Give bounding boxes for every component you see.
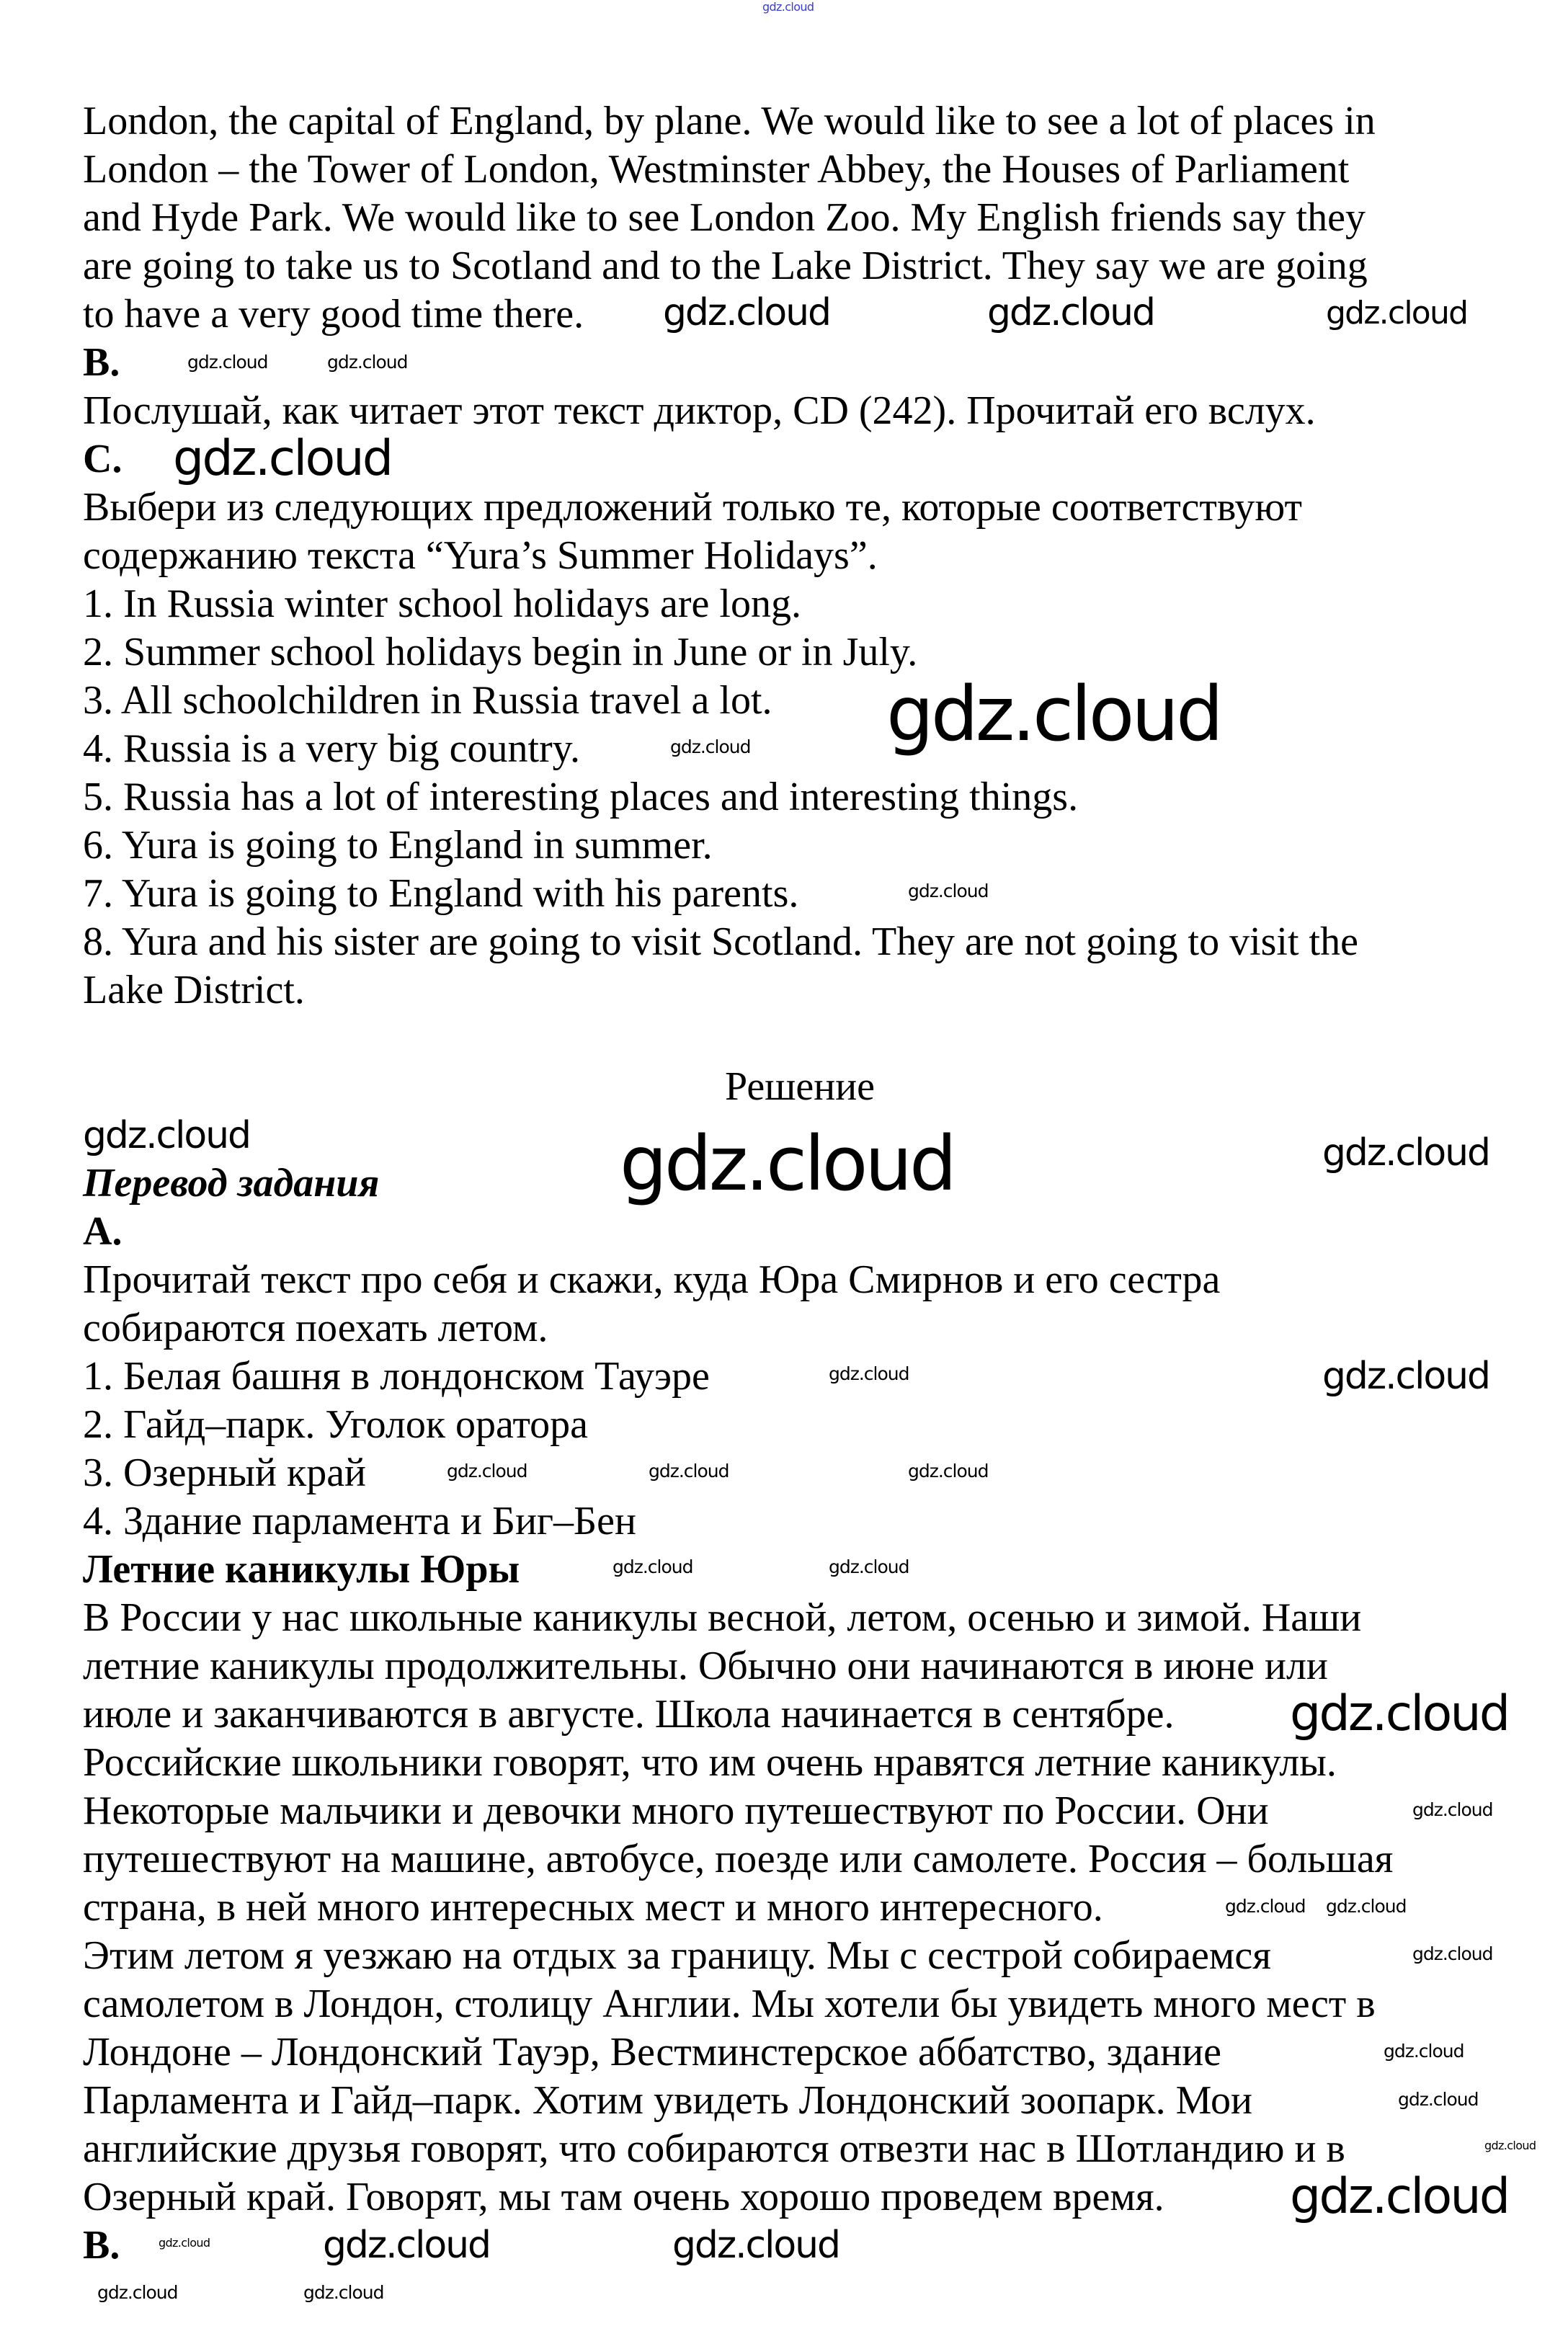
list-item: 5. Russia has a lot of interesting places and interesting things. xyxy=(83,775,1079,819)
section-c-label: C. xyxy=(83,437,122,481)
watermark: gdz.cloud xyxy=(1290,1685,1509,1742)
section-b-text: Послушай, как читает этот текст диктор, CD (242). Прочитай его вслух. xyxy=(83,388,1316,433)
watermark: gdz.cloud xyxy=(323,2224,490,2267)
text-line: to have a very good time there. xyxy=(83,292,584,337)
watermark: gdz.cloud xyxy=(97,2282,178,2303)
watermark: gdz.cloud xyxy=(762,0,814,14)
watermark: gdz.cloud xyxy=(83,1114,250,1157)
watermark: gdz.cloud xyxy=(620,1120,954,1208)
list-item: 4. Здание парламента и Биг–Бен xyxy=(83,1499,637,1543)
translation-heading: Перевод задания xyxy=(83,1161,380,1206)
story-line: Некоторые мальчики и девочки много путешествуют по России. Они xyxy=(83,1788,1269,1833)
story-line: летние каникулы продолжительны. Обычно они начинаются в июне или xyxy=(83,1644,1328,1688)
watermark: gdz.cloud xyxy=(663,291,830,334)
story-line: Этим летом я уезжаю на отдых за границу. Мы с сестрой собираемся xyxy=(83,1933,1271,1978)
watermark: gdz.cloud xyxy=(187,352,268,373)
list-item: 3. Озерный край xyxy=(83,1450,367,1495)
story-line: путешествуют на машине, автобусе, поезде или самолете. Россия – большая xyxy=(83,1837,1394,1881)
watermark: gdz.cloud xyxy=(1322,1355,1489,1398)
watermark: gdz.cloud xyxy=(1322,1131,1489,1175)
section-c-instruction: Выбери из следующих предложений только те, которые соответствуют xyxy=(83,485,1302,530)
watermark: gdz.cloud xyxy=(173,430,392,487)
story-title: Летние каникулы Юры xyxy=(83,1547,520,1592)
story-line: Парламента и Гайд–парк. Хотим увидеть Лондонский зоопарк. Мои xyxy=(83,2078,1252,2123)
watermark: gdz.cloud xyxy=(1326,295,1468,331)
watermark: gdz.cloud xyxy=(829,1363,909,1384)
solution-title: Решение xyxy=(724,1064,876,1109)
watermark: gdz.cloud xyxy=(908,1461,989,1481)
watermark: gdz.cloud xyxy=(1384,2041,1464,2062)
text-line: and Hyde Park. We would like to see London Zoo. My English friends say they xyxy=(83,195,1366,240)
watermark: gdz.cloud xyxy=(303,2282,384,2303)
section-a-instruction: собираются поехать летом. xyxy=(83,1306,548,1350)
watermark: gdz.cloud xyxy=(159,2236,210,2250)
watermark: gdz.cloud xyxy=(987,291,1154,334)
watermark: gdz.cloud xyxy=(612,1556,693,1577)
watermark: gdz.cloud xyxy=(829,1556,909,1577)
section-c-instruction: содержанию текста “Yura’s Summer Holidays”. xyxy=(83,533,878,578)
list-item: 1. In Russia winter school holidays are long. xyxy=(83,581,801,626)
section-a-label: A. xyxy=(83,1209,122,1254)
watermark: gdz.cloud xyxy=(1412,1943,1493,1964)
text-line: are going to take us to Scotland and to the Lake District. They say we are going xyxy=(83,244,1368,288)
watermark: gdz.cloud xyxy=(1290,2168,1509,2225)
story-line: Лондоне – Лондонский Тауэр, Вестминстерское аббатство, здание xyxy=(83,2030,1222,2075)
list-item: 2. Summer school holidays begin in June or in July. xyxy=(83,630,918,674)
blank-line xyxy=(83,1015,90,1063)
text-line: London – the Tower of London, Westminster Abbey, the Houses of Parliament xyxy=(83,147,1350,192)
list-item: 3. All schoolchildren in Russia travel a lot. xyxy=(83,678,772,723)
watermark: gdz.cloud xyxy=(886,670,1221,758)
story-line: Озерный край. Говорят, мы там очень хорошо проведем время. xyxy=(83,2175,1164,2219)
watermark: gdz.cloud xyxy=(327,352,408,373)
watermark: gdz.cloud xyxy=(1326,1896,1407,1917)
section-b-label: B. xyxy=(83,340,120,385)
watermark: gdz.cloud xyxy=(1484,2139,1536,2152)
watermark: gdz.cloud xyxy=(447,1461,527,1481)
section-b-label-solution: B. xyxy=(83,2223,120,2268)
story-line: самолетом в Лондон, столицу Англии. Мы хотели бы увидеть много мест в xyxy=(83,1982,1376,2026)
text-line: London, the capital of England, by plane. We would like to see a lot of places in xyxy=(83,99,1376,143)
watermark: gdz.cloud xyxy=(908,881,989,901)
watermark: gdz.cloud xyxy=(1225,1896,1306,1917)
list-item: Lake District. xyxy=(83,968,305,1012)
list-item: 6. Yura is going to England in summer. xyxy=(83,823,713,868)
story-line: В России у нас школьные каникулы весной, летом, осенью и зимой. Наши xyxy=(83,1595,1362,1640)
watermark: gdz.cloud xyxy=(1412,1799,1493,1820)
list-item: 2. Гайд–парк. Уголок оратора xyxy=(83,1402,589,1447)
list-item: 8. Yura and his sister are going to visit Scotland. They are not going to visit the xyxy=(83,919,1358,964)
section-a-instruction: Прочитай текст про себя и скажи, куда Юра Смирнов и его сестра xyxy=(83,1257,1221,1302)
story-line: страна, в ней много интересных мест и много интересного. xyxy=(83,1885,1103,1930)
watermark: gdz.cloud xyxy=(672,2224,839,2267)
story-line: июле и заканчиваются в августе. Школа начинается в сентябре. xyxy=(83,1692,1175,1737)
list-item: 4. Russia is a very big country. xyxy=(83,726,581,771)
list-item: 7. Yura is going to England with his parents. xyxy=(83,871,799,916)
watermark: gdz.cloud xyxy=(649,1461,729,1481)
watermark: gdz.cloud xyxy=(1398,2089,1479,2110)
story-line: Российские школьники говорят, что им очень нравятся летние каникулы. xyxy=(83,1740,1337,1785)
list-item: 1. Белая башня в лондонском Тауэре xyxy=(83,1354,710,1399)
story-line: английские друзья говорят, что собираются отвезти нас в Шотландию и в xyxy=(83,2126,1345,2171)
watermark: gdz.cloud xyxy=(670,736,751,757)
